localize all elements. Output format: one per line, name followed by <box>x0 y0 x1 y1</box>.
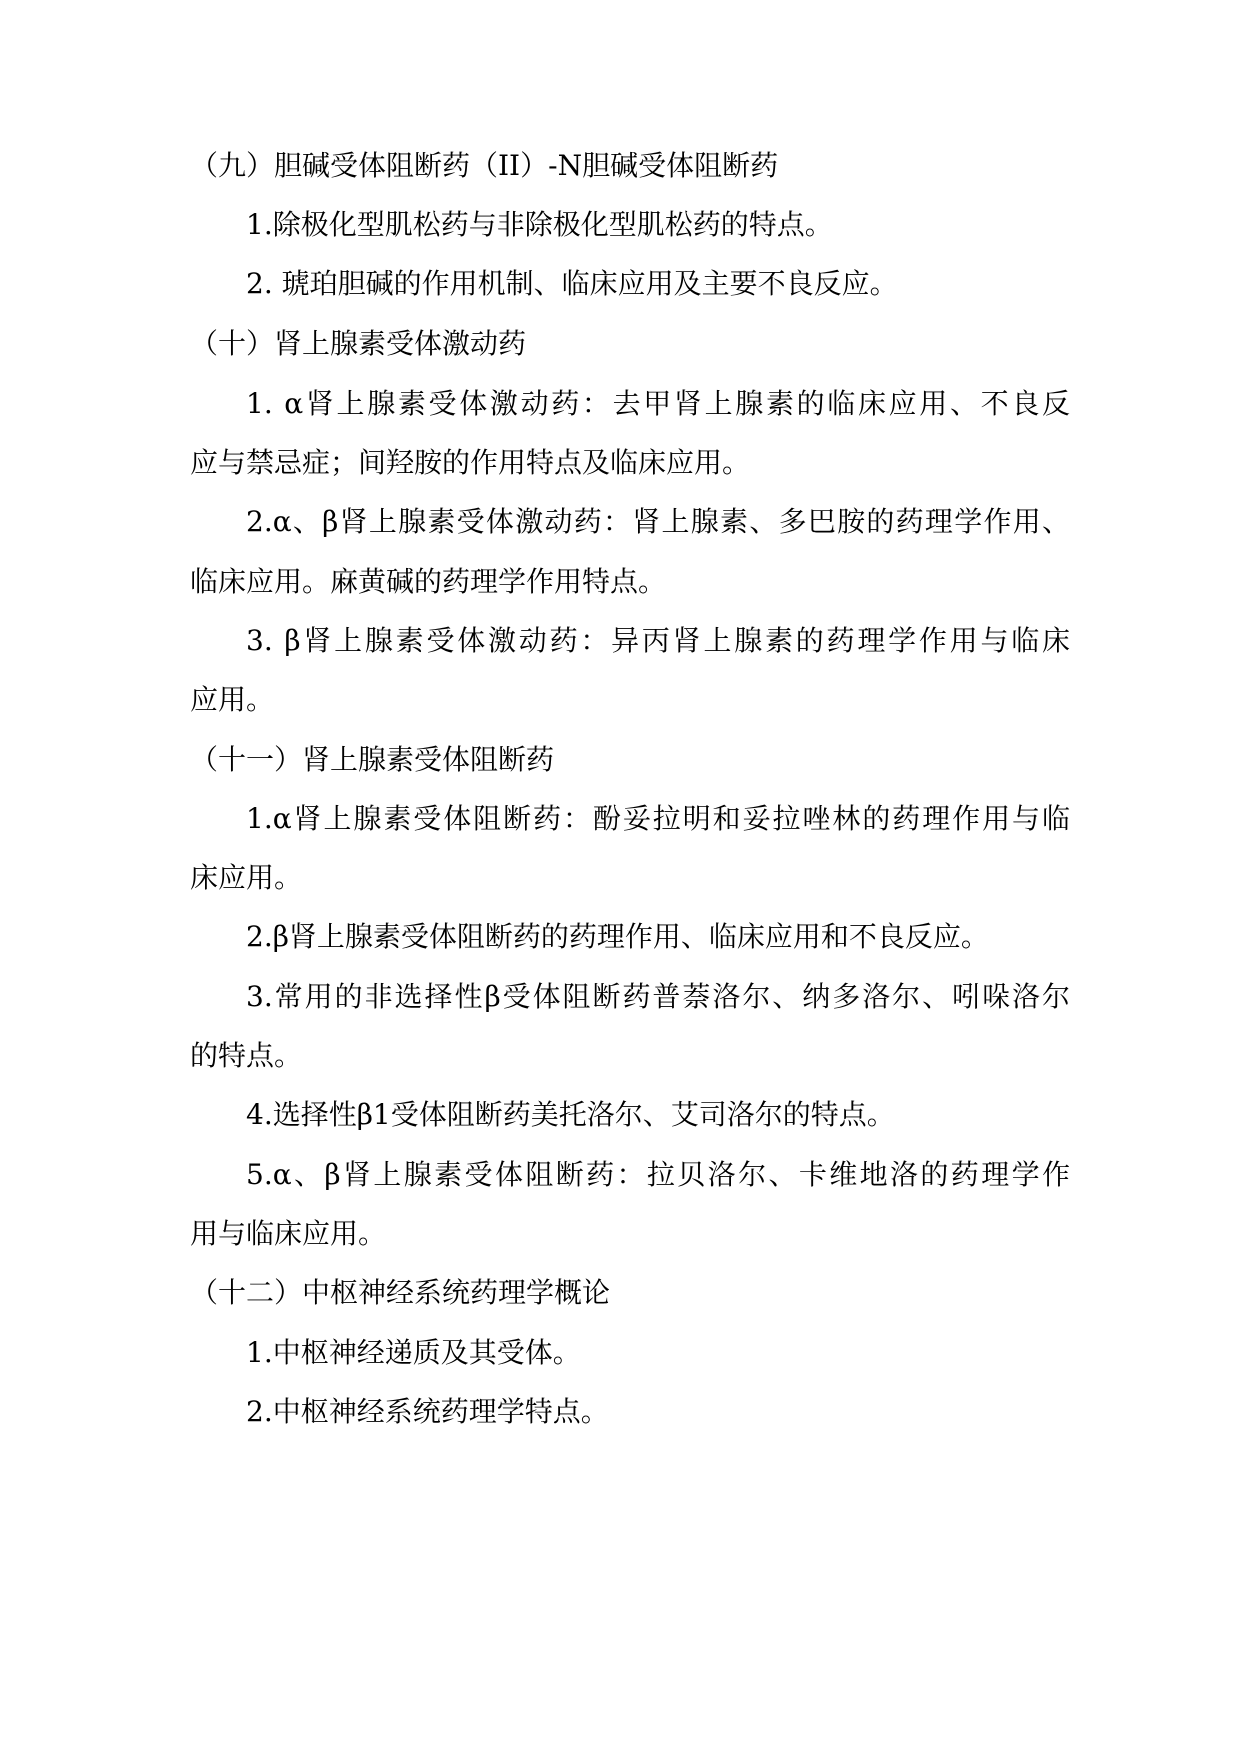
section-11-item-3-line-2: 的特点。 <box>190 1039 303 1072</box>
section-heading-10: （十）肾上腺素受体激动药 <box>190 327 527 360</box>
section-10-item-1-line-1: 1. α肾上腺素受体激动药：去甲肾上腺素的临床应用、不良反 <box>246 387 1070 420</box>
section-heading-9: （九）胆碱受体阻断药（II）-N胆碱受体阻断药 <box>190 149 779 182</box>
section-10-item-3-line-1: 3. β肾上腺素受体激动药：异丙肾上腺素的药理学作用与临床 <box>246 624 1070 657</box>
section-9-item-1: 1.除极化型肌松药与非除极化型肌松药的特点。 <box>246 208 833 241</box>
section-10-item-2-line-1: 2.α、β肾上腺素受体激动药：肾上腺素、多巴胺的药理学作用、 <box>246 505 1070 538</box>
section-11-item-5-line-1: 5.α、β肾上腺素受体阻断药：拉贝洛尔、卡维地洛的药理学作 <box>246 1158 1070 1191</box>
section-10-item-3-line-2: 应用。 <box>190 683 275 716</box>
section-9-item-2: 2. 琥珀胆碱的作用机制、临床应用及主要不良反应。 <box>246 267 898 300</box>
section-11-item-5-line-2: 用与临床应用。 <box>190 1217 387 1250</box>
section-heading-12: （十二）中枢神经系统药理学概论 <box>190 1276 611 1309</box>
section-12-item-2: 2.中枢神经系统药理学特点。 <box>246 1395 609 1428</box>
section-heading-11: （十一）肾上腺素受体阻断药 <box>190 743 555 776</box>
section-12-item-1: 1.中枢神经递质及其受体。 <box>246 1336 581 1369</box>
section-10-item-1-line-2: 应与禁忌症；间羟胺的作用特点及临床应用。 <box>190 446 751 479</box>
section-11-item-2: 2.β肾上腺素受体阻断药的药理作用、临床应用和不良反应。 <box>246 920 989 953</box>
section-11-item-3-line-1: 3.常用的非选择性β受体阻断药普萘洛尔、纳多洛尔、吲哚洛尔 <box>246 980 1070 1013</box>
section-10-item-2-line-2: 临床应用。麻黄碱的药理学作用特点。 <box>190 565 667 598</box>
section-11-item-1-line-1: 1.α肾上腺素受体阻断药：酚妥拉明和妥拉唑林的药理作用与临 <box>246 802 1070 835</box>
section-11-item-1-line-2: 床应用。 <box>190 861 303 894</box>
section-11-item-4: 4.选择性β1受体阻断药美托洛尔、艾司洛尔的特点。 <box>246 1098 895 1131</box>
